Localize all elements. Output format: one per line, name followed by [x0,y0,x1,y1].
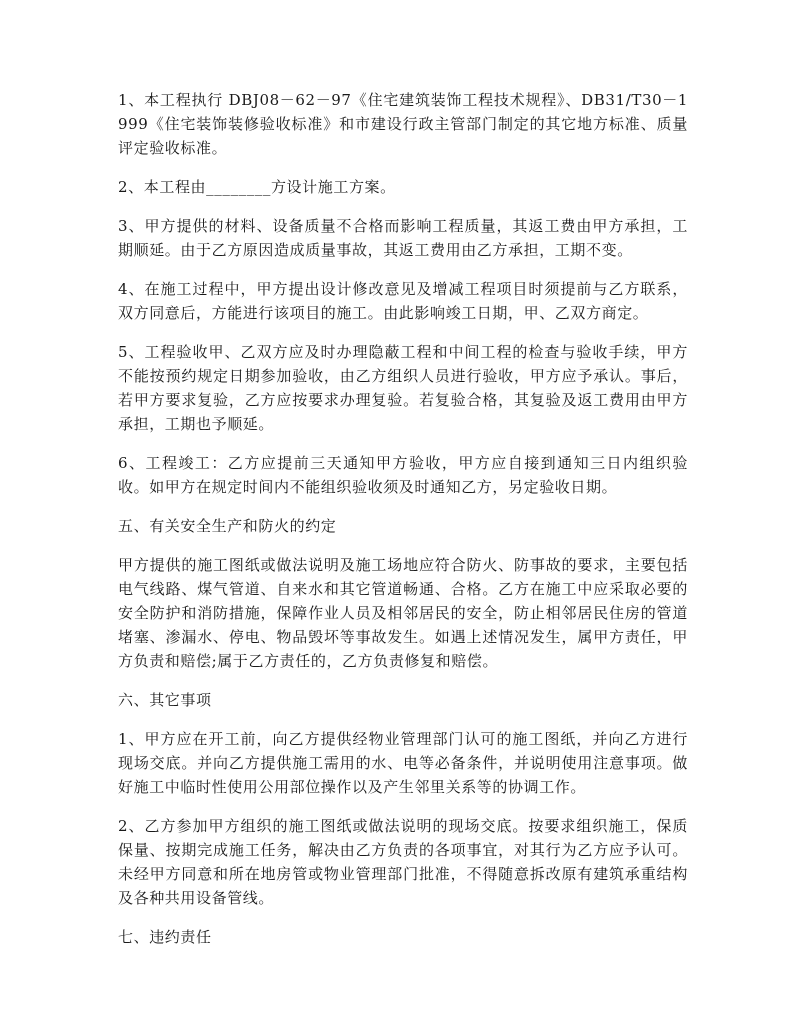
clause-3-materials: 3、甲方提供的材料、设备质量不合格而影响工程质量，其返工费由甲方承担，工期顺延。由于乙方原因造成质量事故，其返工费用由乙方承担，工期不变。 [118,217,688,259]
clause-2-design: 2、本工程由________方设计施工方案。 [118,178,396,196]
section-5-heading: 五、有关安全生产和防火的约定 [118,517,337,535]
section-7-heading: 七、违约责任 [118,928,212,946]
section-5-body: 甲方提供的施工图纸或做法说明及施工场地应符合防火、防事故的要求，主要包括电气线路、煤气管道、自来水和其它管道畅通、合格。乙方在施工中应采取必要的安全防护和消防措施，保障作业人员及相邻居民的安全，防止相邻居民住房的管道堵塞、渗漏水、停电、物品毁坏等事故发生。如遇上述情况发生，属甲方责任，甲方负责和赔偿;属于乙方责任的，乙方负责修复和赔偿。 [118,556,688,670]
section-6-clause-1: 1、甲方应在开工前，向乙方提供经物业管理部门认可的施工图纸，并向乙方进行现场交底。并向乙方提供施工需用的水、电等必备条件，并说明使用注意事项。做好施工中临时性使用公用部位操作以及产生邻里关系等的协调工作。 [118,730,688,796]
section-6-heading: 六、其它事项 [118,691,212,709]
clause-1-standards: 1、本工程执行 DBJ08－62－97《住宅建筑装饰工程技术规程》、DB31/T30－1999《住宅装饰装修验收标准》和市建设行政主管部门制定的其它地方标准、质量评定验收标准。 [118,91,688,157]
clause-5-inspection: 5、工程验收甲、乙双方应及时办理隐蔽工程和中间工程的检查与验收手续，甲方不能按预约规定日期参加验收，由乙方组织人员进行验收，甲方应予承认。事后，若甲方要求复验，乙方应按要求办理复验。若复验合格，其复验及返工费用由甲方承担，工期也予顺延。 [118,343,688,433]
section-6-clause-2: 2、乙方参加甲方组织的施工图纸或做法说明的现场交底。按要求组织施工，保质保量、按期完成施工任务，解决由乙方负责的各项事宜，对其行为乙方应予认可。未经甲方同意和所在地房管或物业管理部门批准，不得随意拆改原有建筑承重结构及各种共用设备管线。 [118,817,688,907]
document-page [118,88,688,964]
clause-6-completion: 6、工程竣工：乙方应提前三天通知甲方验收，甲方应自接到通知三日内组织验收。如甲方在规定时间内不能组织验收须及时通知乙方，另定验收日期。 [118,454,688,496]
clause-4-changes: 4、在施工过程中，甲方提出设计修改意见及增减工程项目时须提前与乙方联系，双方同意后，方能进行该项目的施工。由此影响竣工日期，甲、乙双方商定。 [118,280,688,322]
